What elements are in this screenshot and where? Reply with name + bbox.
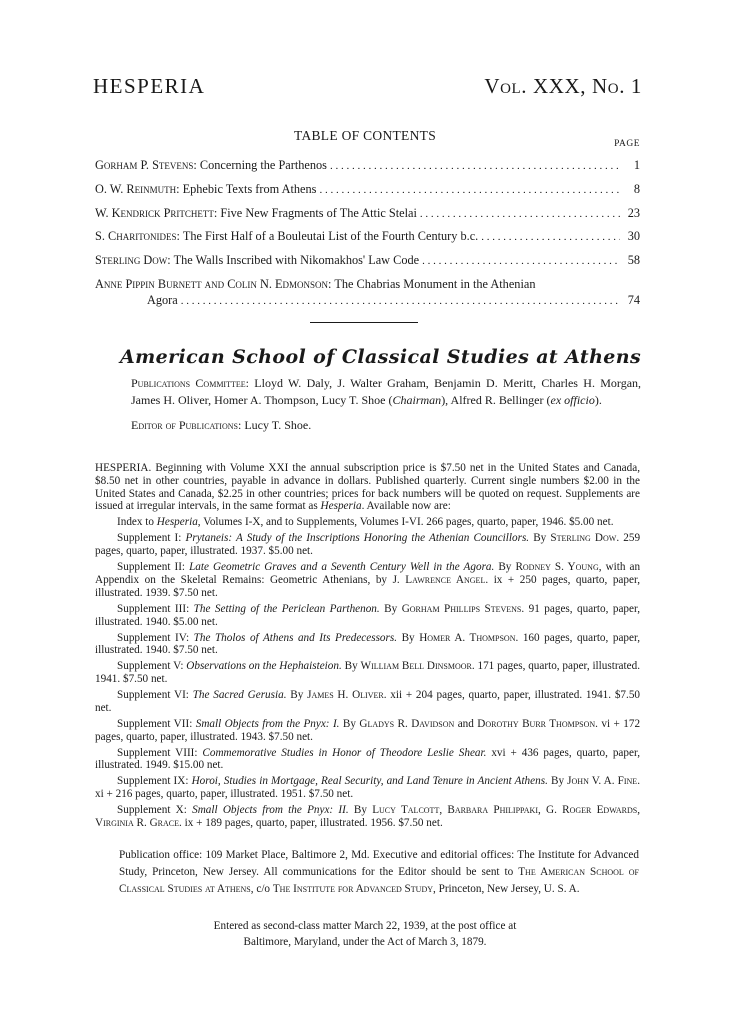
supplement-entry: Supplement IV: The Tholos of Athens and Its Predecessors. By Homer A. Thompson. 160 pages, quarto, paper, illustrated. 1940. $7.50 net.: [95, 631, 641, 657]
committee-label: Publications Committee:: [131, 376, 249, 390]
running-header: [93, 74, 642, 104]
supplement-entry: Supplement VI: The Sacred Gerusia. By James H. Oliver. xii + 204 pages, quarto, paper, illustrated. 1941. $7.50 net.: [95, 689, 641, 714]
section-divider: [310, 322, 418, 323]
toc-entry: [95, 252, 640, 276]
toc-article-title-cont: Agora: [147, 292, 178, 307]
toc-author: S. Charitonides:: [95, 229, 180, 244]
toc-title: TABLE OF CONTENTS: [293, 128, 437, 143]
postal-entry-line: Entered as second-class matter March 22, 1939, at the post office at: [213, 920, 517, 932]
toc-page-label: PAGE: [614, 139, 640, 149]
publication-office-info: Publication office: 109 Market Place, Baltimore 2, Md. Executive and editorial offices: The Institute for Advanced Study, Princeton, New Jersey. All communications for the Editor should be sent to The American School of Classical Studies at Athens, c/o The Institute for Advanced Study, Princeton, New Jersey, U. S. A.: [119, 849, 640, 895]
toc-page-number: 30: [627, 229, 640, 244]
supplement-entry: Supplement IX: Horoi, Studies in Mortgage, Real Security, and Land Tenure in Ancient Athens. By John V. A. Fine. xi + 216 pages, quarto, paper, illustrated. 1951. $7.50 net.: [95, 775, 640, 801]
toc-page-number: 8: [633, 181, 640, 196]
editor-name: Lucy T. Shoe.: [244, 418, 312, 432]
toc-leader-dots: [420, 206, 620, 222]
toc-page-number: 1: [633, 158, 640, 172]
index-entry: Index to Hesperia, Volumes I-X, and to Supplements, Volumes I-VI. 266 pages, quarto, paper, 1946. $5.00 net.: [117, 516, 614, 529]
toc-entry: [95, 181, 640, 205]
publications-committee: Publications Committee: Lloyd W. Daly, J. Walter Graham, Benjamin D. Meritt, Charles H. Morgan, James H. Oliver, Homer A. Thompson, Lucy T. Shoe (Chairman), Alfred R. Bellinger (ex officio).: [131, 376, 642, 407]
supplement-entry: Supplement V: Observations on the Hephaisteion. By William Bell Dinsmoor. 171 pages, quarto, paper, illustrated. 1941. $7.50 net.: [95, 660, 640, 686]
toc-article-title: The Walls Inscribed with Nikomakhos' Law Code: [173, 253, 420, 268]
toc-author: W. Kendrick Pritchett:: [95, 205, 218, 220]
chairman-note: Chairman: [392, 392, 442, 407]
toc-leader-dots: [319, 182, 620, 198]
toc-author: O. W. Reinmuth:: [95, 181, 180, 196]
supplement-entry: Supplement VII: Small Objects from the Pnyx: I. By Gladys R. Davidson and Dorothy Burr Thompson. vi + 172 pages, quarto, paper, illustrated. 1943. $7.50 net.: [95, 717, 641, 743]
toc-article-title: The First Half of a Bouleutai List of the Fourth Century b.c.: [182, 229, 479, 244]
toc-entry: [95, 157, 640, 181]
toc-article-title: Concerning the Parthenos: [199, 158, 327, 172]
postal-entry-line: Baltimore, Maryland, under the Act of March 3, 1879.: [243, 936, 487, 948]
toc-leader-dots: [422, 253, 620, 269]
toc-article-title: Five New Fragments of The Attic Stelai: [220, 205, 417, 220]
toc-entry: [95, 228, 640, 252]
supplement-entry: Supplement VIII: Commemorative Studies in Honor of Theodore Leslie Shear. xvi + 436 pages, quarto, paper, illustrated. 1949. $15.00 net.: [95, 746, 641, 772]
editor-label: Editor of Publications:: [131, 418, 242, 432]
toc-article-title: Ephebic Texts from Athens: [182, 181, 317, 196]
toc-author: Anne Pippin Burnett and Colin N. Edmonson:: [95, 276, 332, 291]
supplement-entry: Supplement III: The Setting of the Periclean Parthenon. By Gorham Phillips Stevens. 91 pages, quarto, paper, illustrated. 1940. $5.00 net.: [95, 602, 641, 628]
toc-entry: [95, 276, 640, 316]
subscription-notice: [95, 462, 640, 830]
supplement-entry: Supplement X: Small Objects from the Pnyx: II. By Lucy Talcott, Barbara Philippaki, G. Roger Edwards, Virginia R. Grace. ix + 189 pages, quarto, paper, illustrated. 1956. $7.50 net.: [95, 804, 641, 829]
journal-name: HESPERIA: [93, 74, 206, 98]
ex-officio-note: ex officio: [550, 392, 595, 407]
committee-members: Lloyd W. Daly, J. Walter Graham, Benjamin D. Meritt, Charles H. Morgan, James H. Oliver, Homer A. Thompson, Lucy T. Shoe (: [131, 376, 642, 407]
toc-leader-dots: [481, 229, 620, 245]
toc-page-number: 74: [627, 292, 640, 307]
toc-page-number: 23: [627, 205, 640, 220]
toc-leader-dots: [330, 158, 620, 174]
postal-entry-notice: [0, 918, 730, 950]
school-title: American School of Classical Studies at Athens: [120, 346, 642, 368]
subscription-intro: HESPERIA. Beginning with Volume XXI the annual subscription price is $7.50 net in the United States and Canada, $8.50 net in other countries, payable in advance in dollars. Published quarterly. Current single numbers $2.00 in the United States and Canada, $2.25 in other countries; prices for back numbers will be quoted on request. Supplements are issued at irregular intervals, in the same format as Hesperia. Available now are:: [95, 462, 640, 513]
editor-of-publications: [131, 418, 311, 433]
toc-entry: [95, 205, 640, 229]
toc-page-number: 58: [627, 253, 640, 268]
volume-number: Vol. XXX, No. 1: [484, 74, 642, 98]
supplement-entry: Supplement II: Late Geometric Graves and a Seventh Century Well in the Agora. By Rodney S. Young, with an Appendix on the Skeletal Remains: Geometric Athenians, by J. Lawrence Angel. ix + 250 pages, quarto, paper, illustrated. 1939. $7.50 net.: [95, 561, 641, 599]
supplement-entry: Supplement I: Prytaneis: A Study of the Inscriptions Honoring the Athenian Councillors. By Sterling Dow. 259 pages, quarto, paper, illustrated. 1937. $5.00 net.: [95, 532, 641, 558]
toc-author: Sterling Dow:: [95, 253, 171, 268]
table-of-contents: [95, 157, 640, 316]
toc-author: Gorham P. Stevens:: [95, 158, 197, 172]
toc-leader-dots: [181, 293, 620, 309]
toc-article-title: The Chabrias Monument in the Athenian: [334, 276, 536, 291]
